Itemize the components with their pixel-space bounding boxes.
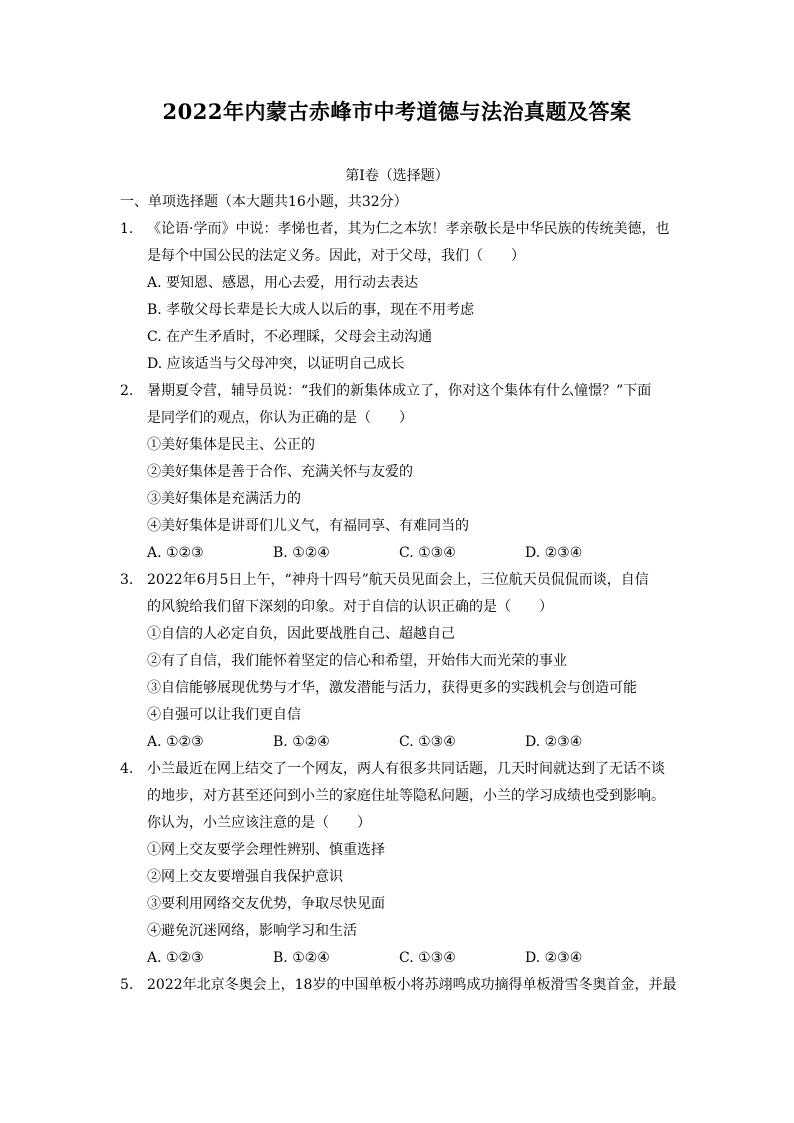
choice-row [120,540,680,567]
question-4 [120,756,680,972]
question-3 [120,567,680,756]
question-2 [120,378,680,567]
question-number: 5. [120,977,134,993]
question-text: 你认为，小兰应该注意的是（ ） [147,815,371,831]
choice-b: B. ①②④ [273,734,330,750]
choice-d: D. ②③④ [525,734,583,750]
question-5 [120,972,680,999]
statement-3: ③自信能够展现优势与才华，激发潜能与活力，获得更多的实践机会与创造可能 [147,680,637,696]
question-text: 小兰最近在网上结交了一个网友，两人有很多共同话题，几天时间就达到了无话不谈 [147,761,665,777]
section-heading: 一、单项选择题（本大题共16小题，共32分） [120,194,408,210]
question-text: 的风貌给我们留下深刻的印象。对于自信的认识正确的是（ ） [147,599,553,615]
statement-2: ②美好集体是善于合作、充满关怀与友爱的 [147,464,413,480]
option-c: C. 在产生矛盾时，不必理睬，父母会主动沟通 [147,329,433,345]
choice-c: C. ①③④ [399,734,456,750]
question-text: 《论语·学而》中说：孝悌也者，其为仁之本欤！孝亲敬长是中华民族的传统美德，也 [147,221,670,237]
choice-c: C. ①③④ [399,545,456,561]
choice-d: D. ②③④ [525,950,583,966]
question-list [120,216,680,999]
choice-d: D. ②③④ [525,545,583,561]
question-number: 4. [120,761,134,777]
question-text: 的地步，对方甚至还问到小兰的家庭住址等隐私问题，小兰的学习成绩也受到影响。 [147,788,665,804]
question-1 [120,216,680,378]
question-text: 2022年北京冬奥会上，18岁的中国单板小将苏翊鸣成功摘得单板滑雪冬奥首金，并最 [147,977,677,993]
choice-b: B. ①②④ [273,950,330,966]
statement-4: ④美好集体是讲哥们儿义气，有福同享、有难同当的 [147,518,469,534]
statement-2: ②有了自信，我们能怀着坚定的信心和希望，开始伟大而光荣的事业 [147,653,567,669]
statement-1: ①自信的人必定自负，因此要战胜自己、超越自己 [147,626,455,642]
statement-3: ③美好集体是充满活力的 [147,491,301,507]
volume-heading: 第Ⅰ卷（选择题） [345,168,449,184]
question-number: 2. [120,383,134,399]
choice-b: B. ①②④ [273,545,330,561]
statement-1: ①网上交友要学会理性辨别、慎重选择 [147,842,385,858]
question-text: 暑期夏令营，辅导员说：“我们的新集体成立了，你对这个集体有什么憧憬？”下面 [147,383,652,399]
question-number: 1. [120,221,134,237]
question-number: 3. [120,572,134,588]
statement-4: ④避免沉迷网络，影响学习和生活 [147,923,357,939]
option-b: B. 孝敬父母长辈是长大成人以后的事，现在不用考虑 [147,302,475,318]
statement-4: ④自强可以让我们更自信 [147,707,301,723]
choice-row [120,729,680,756]
page-title: 2022年内蒙古赤峰市中考道德与法治真题及答案 [162,99,632,124]
choice-row [120,945,680,972]
choice-a: A. ①②③ [147,734,204,750]
statement-2: ②网上交友要增强自我保护意识 [147,869,343,885]
statement-3: ③要利用网络交友优势，争取尽快见面 [147,896,385,912]
choice-a: A. ①②③ [147,545,204,561]
option-a: A. 要知恩、感恩，用心去爱，用行动去表达 [147,275,419,291]
question-text: 2022年6月5日上午，“神舟十四号”航天员见面会上，三位航天员侃侃而谈，自信 [147,572,649,588]
statement-1: ①美好集体是民主、公正的 [147,437,315,453]
question-text: 是同学们的观点，你认为正确的是（ ） [147,410,413,426]
choice-a: A. ①②③ [147,950,204,966]
choice-c: C. ①③④ [399,950,456,966]
option-d: D. 应该适当与父母冲突，以证明自己成长 [147,356,405,372]
question-text: 是每个中国公民的法定义务。因此，对于父母，我们（ ） [147,248,525,264]
